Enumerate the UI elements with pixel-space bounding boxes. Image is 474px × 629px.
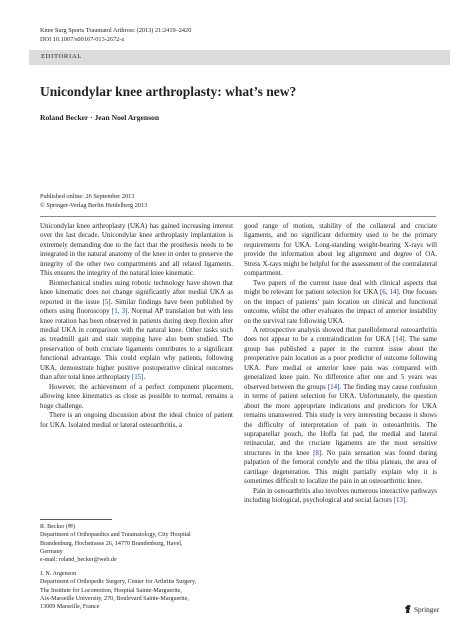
- published-date: Published online: 26 September 2013: [40, 193, 135, 200]
- body-column-right: [244, 222, 437, 506]
- text-run: Pain in osteoarthritis also involves numerous interactive pathways including biological, psychological and social factors: [244, 486, 437, 505]
- citation-link[interactable]: [8]: [313, 448, 322, 457]
- affiliation-line: Department of Orthopaedics and Traumatology, City Hospital: [40, 532, 191, 539]
- citation-link[interactable]: [1, 3]: [111, 307, 128, 316]
- springer-horse-icon: [404, 604, 412, 614]
- affiliation-line: Brandenburg, Hochstrasse 26, 14770 Brandenburg, Havel,: [40, 540, 183, 547]
- affiliation-argenson: [40, 570, 235, 611]
- citation-link[interactable]: [6, 14]: [379, 288, 399, 297]
- paragraph: However, the achievement of a perfect component placement, allowing knee kinematics as close as possible to normal, remains a huge challenge.: [40, 382, 233, 410]
- citation-link[interactable]: [5]: [102, 297, 111, 306]
- text-run: Biomechanical studies using robotic technology have shown that knee kinematic does not change significantly after medial UKA as reported in the issue: [40, 278, 233, 306]
- citation-link[interactable]: [13]: [393, 496, 406, 505]
- journal-citation: Knee Surg Sports Traumatol Arthrosc (2013) 21:2419–2420: [40, 27, 192, 34]
- citation-link[interactable]: [14]: [392, 335, 405, 344]
- text-run: . No pain sensation was found during palpation of the femoral condyle and the tibia plateau, the area of cartilage degeneration. This might partially explain why it is sometimes difficult to localize the pain in an osteoarthritic knee.: [244, 448, 437, 486]
- affiliation-line: 13009 Marseille, France: [40, 604, 100, 611]
- citation-link[interactable]: [15]: [131, 373, 144, 382]
- paragraph: [40, 279, 233, 383]
- body-column-left: [40, 222, 233, 430]
- copyright: © Springer-Verlag Berlin Heidelberg 2013: [40, 201, 148, 209]
- paragraph: [244, 487, 437, 506]
- section-label: EDITORIAL: [41, 53, 82, 60]
- affiliation-becker: [40, 523, 235, 564]
- paragraph: [244, 326, 437, 487]
- affiliation-line: Germany: [40, 548, 63, 555]
- footnote-divider: [40, 519, 112, 520]
- affiliation-line: R. Becker (✉): [40, 524, 76, 530]
- affiliation-line: Aix-Marseille University, 270, Boulevard Sainte-Marguerite,: [40, 595, 189, 602]
- text-run: . Normal AP translation but with less knee rotation has been observed in patients during deep flexion after medial UKA in comparison with the natural knee. Other tasks such as treadmill gait and stair stepping have also been studied. The preservation of both cruciate ligaments contributes to a significant functional advantage. This could explain why patients, following UKA, demonstrate higher positive postoperative clinical outcomes than after total knee arthroplasty: [40, 307, 233, 382]
- text-run: . One focuses on the impact of patients’ pain location on clinical and functional outcome, whilst the other evaluates the impact of anterior instability on the survival rate following UKA.: [244, 288, 437, 325]
- paragraph: There is an ongoing discussion about the ideal choice of patient for UKA. Isolated medial or lateral osteoarthritis, a: [40, 411, 233, 429]
- doi: DOI 10.1007/s00167-013-2672-z: [40, 36, 125, 43]
- divider: [40, 216, 436, 217]
- text-run: Two papers of the current issue deal with clinical aspects that might be relevant for patient selection for UKA: [244, 278, 437, 297]
- section-banner: [29, 50, 450, 65]
- article-authors: Roland Becker · Jean Noel Argenson: [40, 113, 160, 122]
- text-run: .: [405, 496, 407, 505]
- text-run: . Similar findings have been published by others using fluoroscopy: [40, 297, 234, 316]
- publisher-name: Springer: [414, 604, 440, 614]
- affiliation-line: The Institute for Locomotion, Hospital Sainte-Marguerite,: [40, 587, 182, 594]
- text-run: A retrospective analysis showed that patellofemoral osteoarthritis does not appear to be a contraindication for UKA: [244, 325, 437, 344]
- citation-link[interactable]: [14]: [327, 382, 340, 391]
- text-run: . The finding may cause confusion in terms of patient selection for UKA. Unfortunately, the question about the more appropriate indications and predictors for UKA remains unanswered. This study is very interesting because it shows the difficulty of interpretation of pain in osteoarthritis. The suprapatellar pouch, the Hoffa fat pad, the medial and lateral retinacular, and the cruciate ligaments are the most sensitive structures in the knee: [244, 382, 437, 457]
- paragraph: [244, 279, 437, 326]
- text-run: .: [143, 373, 146, 382]
- affiliation-line: J. N. Argenson: [40, 571, 77, 577]
- email-link[interactable]: e-mail: roland_becker@web.de: [40, 557, 117, 564]
- article-title: Unicondylar knee arthroplasty: what’s new?: [40, 84, 297, 99]
- affiliation-line: Department of Orthopedic Surgery, Center for Arthritis Surgery,: [40, 579, 197, 586]
- publication-info: [40, 193, 147, 210]
- publisher-mark: [404, 604, 439, 614]
- paragraph: good range of motion, stability of the collateral and cruciate ligaments, and no significant deformity used to be the primary requirements for UKA. Long-standing weight-bearing X-rays will provide the information about leg alignment and degree of OA. Stress X-rays might be helpful for the assessment of the contralateral compartment.: [244, 222, 437, 278]
- text-run: . The same group has published a paper in the current issue about the preoperative pain location as a poor predictor of outcome following UKA. Pure medial or anterior knee pain was compared with generalized knee pain. No difference after one and 5 years was observed between the groups: [244, 335, 437, 391]
- paragraph: Unicondylar knee arthroplasty (UKA) has gained increasing interest over the last decade. Unicondylar knee arthroplasty implantation is extremely demanding due to the fact that the prosthesis needs to be integrated in the natural anatomy of the knee in order to preserve the integrity of the other two compartments and all related ligaments. This ensures the integrity of the natural knee kinematic.: [40, 222, 233, 278]
